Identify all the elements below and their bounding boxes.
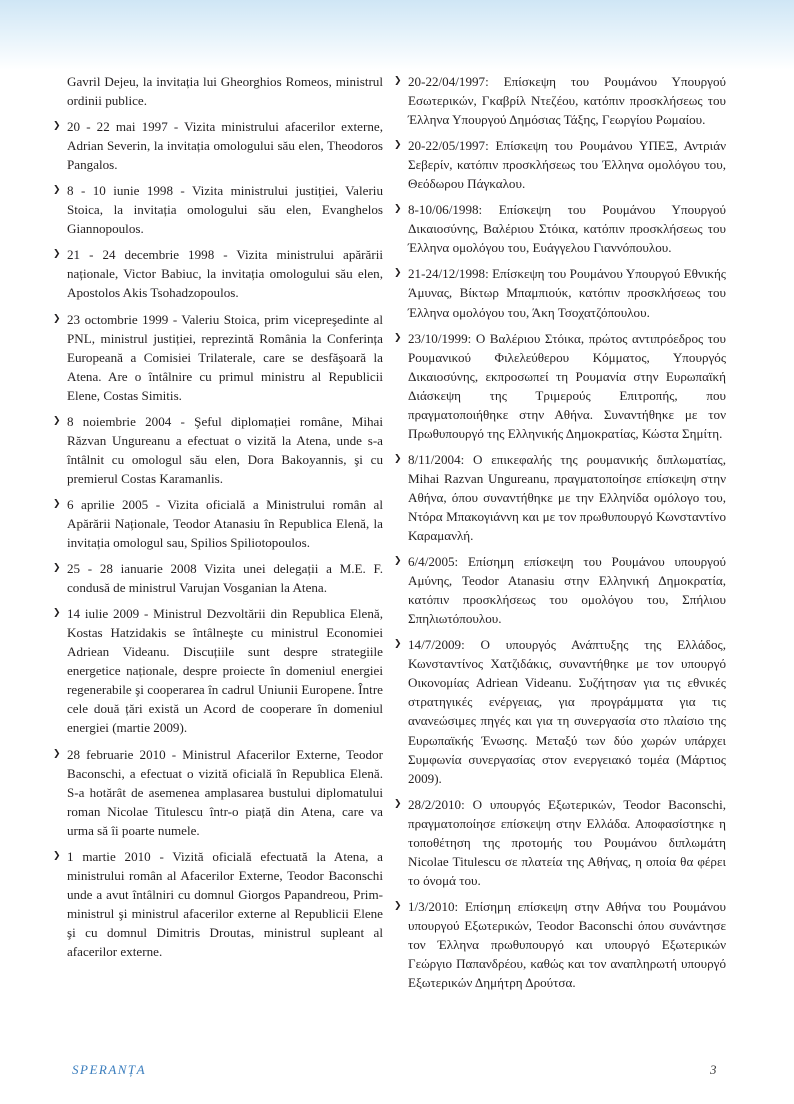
chevron-right-icon: ❯: [53, 249, 61, 260]
list-item: [394, 795, 726, 890]
list-item-text: 23/10/1999: Ο Βαλέριου Στόικα, πρώτος αντιπρόεδρος του Ρουμανικού Φιλελεύθερου Κόμματος, Υπουργός Δικαιοσύνης, εκπροσωπεί τη Ρουμανία στην Ευρωπαϊκή Διάσκεψη της Τριμερούς Επιτροπής, που πραγματοποιήθηκε στην Αθήνα. Συναντήθηκε με τον Πρωθυπουργό της Ελληνικής Δημοκρατίας, Κώστα Σημίτη.: [408, 330, 726, 441]
list-item-text: 1/3/2010: Επίσημη επίσκεψη στην Αθήνα του Ρουμάνου υπουργού Εξωτερικών, Teodor Baconschi όπου συνάντησε τον Έλληνα πρωθυπουργό και υπουργό Εξωτερικών Γεώργιο Παπανδρέου, καθώς και τον αναπληρωτή υπουργό Εξωτερικών Δημήτρη Δρούτσα.: [408, 898, 726, 991]
list-item: [394, 136, 726, 193]
list-item: [53, 559, 383, 597]
chevron-right-icon: ❯: [394, 556, 402, 567]
list-item: [394, 897, 726, 992]
right-column-greek: [394, 72, 726, 999]
list-item: [53, 847, 383, 961]
list-item: [53, 495, 383, 552]
list-item-text: 20-22/05/1997: Επίσκεψη του Ρουμάνου ΥΠΕΞ, Αντριάν Σεβερίν, κατόπιν προσκλήσεως του Έλληνα ομολόγου του, Θεόδωρου Πάγκαλου.: [408, 138, 726, 192]
chevron-right-icon: ❯: [53, 415, 61, 426]
chevron-right-icon: ❯: [394, 900, 402, 911]
chevron-right-icon: ❯: [394, 453, 402, 464]
chevron-right-icon: ❯: [394, 140, 402, 151]
list-item: [53, 72, 383, 110]
list-item: [394, 200, 726, 257]
list-item-text: 6 aprilie 2005 - Vizita oficială a Ministrului român al Apărării Naționale, Teodor Atanasiu în Republica Elenă, la invitația omologul sau, Spilios Spiliotopoulos.: [67, 496, 383, 551]
list-item-text: 1 martie 2010 - Vizită oficială efectuată la Atena, a ministrului român al Afacerilor Externe, Teodor Baconschi unde a avut întâlniri cu domnul Giorgos Papandreou, Prim-ministrul şi ministrul afacerilor externe al Republicii Elene şi cu domnul Dimitris Droutas, ministrul supleant al afacerilor externe.: [67, 848, 383, 959]
list-item: [53, 245, 383, 302]
chevron-right-icon: ❯: [394, 639, 402, 650]
list-item: [394, 552, 726, 628]
chevron-right-icon: ❯: [53, 313, 61, 324]
list-item: [53, 181, 383, 238]
chevron-right-icon: ❯: [394, 204, 402, 215]
list-item: [53, 745, 383, 840]
list-item-text: 20 - 22 mai 1997 - Vizita ministrului afacerilor externe, Adrian Severin, la invitația omologului său elen, Theodoros Pangalos.: [67, 119, 383, 173]
list-item: [394, 450, 726, 545]
list-item-text: Gavril Dejeu, la invitația lui Gheorghios Romeos, ministrul ordinii publice.: [67, 74, 383, 109]
chevron-right-icon: ❯: [53, 608, 61, 619]
chevron-right-icon: ❯: [394, 798, 402, 809]
list-item-text: 14/7/2009: Ο υπουργός Ανάπτυξης της Ελλάδος, Κωνσταντίνος Χατζιδάκις, συναντήθηκε με τον υπουργό Οικονομίας Adriean Videanu. Συζήτησαν για τις εθνικές στρατηγικές ενέργειας, για προγράμματα για τις ανανεώσιμες πηγές και για τη συνεργασία στο πλαίσιο της Ευρωπαϊκής Ένωσης. Μεταξύ των δύο χωρών υπάρχει Συμφωνία συνεργασίας στον ενεργειακό τομέα (Μάρτιος 2009).: [408, 637, 726, 786]
chevron-right-icon: ❯: [394, 332, 402, 343]
list-item: [394, 72, 726, 129]
header-gradient-band: [0, 0, 794, 70]
list-item-text: 8-10/06/1998: Επίσκεψη του Ρουμάνου Υπουργού Δικαιοσύνης, Βαλέριου Στόικα, κατόπιν προσκλήσεως του Έλληνα ομολόγου του, Ευάγγελου Γιαννόπουλου.: [408, 202, 726, 256]
list-item-text: 25 - 28 ianuarie 2008 Vizita unei delegații a M.E. F. condusă de ministrul Varujan Vosganian la Atena.: [67, 561, 383, 596]
list-item-text: 14 iulie 2009 - Ministrul Dezvoltării din Republica Elenă, Kostas Hatzidakis se întâlneşte cu ministrul Economiei Adriean Videanu. Discuțiile sunt despre strategiile energetice naționale, despre proiecte în domeniul energiei regenerabile şi cooperarea în cadrul Uniunii Europene. Între cele două țări există un Acord de cooperare în domeniul energiei (martie 2009).: [67, 606, 383, 736]
list-item-text: 28 februarie 2010 - Ministrul Afacerilor Externe, Teodor Baconschi, a efectuat o vizită oficială în Republica Elenă. S-a hotărât de asemenea amplasarea bustului diplomatului roman Nicolae Titulescu într-o piață din Atena, care va urma să îi poarte numele.: [67, 746, 383, 838]
list-item-text: 8 - 10 iunie 1998 - Vizita ministrului justiției, Valeriu Stoica, la invitația omologului său elen, Evanghelos Giannopoulos.: [67, 183, 383, 237]
chevron-right-icon: ❯: [53, 850, 61, 861]
list-item: [53, 117, 383, 174]
list-item: [53, 310, 383, 405]
list-item-text: 21 - 24 decembrie 1998 - Vizita ministrului apărării naționale, Victor Babiuc, la invitația omologului său elen, Apostolos Akis Tsohadzopoulos.: [67, 247, 383, 301]
list-item-text: 23 octombrie 1999 - Valeriu Stoica, prim vicepreşedinte al PNL, ministrul justiției, reprezintă România la Conferința Europeană a Comisiei Trilaterale, care se desfăşoară la Atena. Are o întâlnire cu primul ministru al Republicii Elene, Costas Simitis.: [67, 311, 383, 403]
chevron-right-icon: ❯: [394, 76, 402, 86]
list-item-text: 28/2/2010: Ο υπουργός Εξωτερικών, Teodor Baconschi, πραγματοποίησε επίσκεψη στην Ελλάδα. Αποφασίστηκε η τοποθέτηση της προτομής του Ρουμάνου διπλωμάτη Nicolae Titulescu σε πλατεία της Αθήνας, η οποία θα φέρει το όνομά του.: [408, 796, 726, 888]
list-item-text: 6/4/2005: Επίσημη επίσκεψη του Ρουμάνου υπουργού Αμύνης, Teodor Atanasiu στην Ελληνική Δημοκρατία, κατόπιν προσκλήσεως του ομολόγου του, Σπήλιου Σπηλιωτόπουλου.: [408, 554, 726, 627]
chevron-right-icon: ❯: [53, 563, 61, 574]
list-item: [53, 412, 383, 488]
chevron-right-icon: ❯: [394, 268, 402, 279]
publication-name: SPERANȚA: [72, 1062, 147, 1077]
chevron-right-icon: ❯: [53, 748, 61, 759]
chevron-right-icon: ❯: [53, 185, 61, 196]
list-item: [394, 635, 726, 787]
list-item-text: 20-22/04/1997: Επίσκεψη του Ρουμάνου Υπουργού Εσωτερικών, Γκαβρίλ Ντεζέου, κατόπιν προσκλήσεως του Έλληνα Υπουργού Δημόσιας Τάξης, Γεωργίου Ρωμαίου.: [408, 74, 726, 128]
list-item: [394, 329, 726, 443]
list-item-text: 21-24/12/1998: Επίσκεψη του Ρουμάνου Υπουργού Εθνικής Άμυνας, Βίκτωρ Μπαμπιούκ, κατόπιν προσκλήσεως του Έλληνα ομολόγου του, Άκη Τσοχατζόπουλου.: [408, 266, 726, 320]
list-item-text: 8/11/2004: Ο επικεφαλής της ρουμανικής διπλωματίας, Mihai Razvan Ungureanu, πραγματοποίησε επίσκεψη στην Αθήνα, όπου συναντήθηκε με την Ελληνίδα ομόλογο του, Ντόρα Μπακογιάννη και με τον πρωθυπουργό Κωνσταντίνο Καραμανλή.: [408, 451, 726, 544]
list-item: [394, 264, 726, 321]
chevron-right-icon: ❯: [53, 121, 61, 132]
left-column-romanian: [53, 72, 383, 968]
page-number: 3: [710, 1062, 717, 1077]
list-item-text: 8 noiembrie 2004 - Şeful diplomației române, Mihai Răzvan Ungureanu a efectuat o vizită la Atena, unde s-a întâlnit cu omologul său elen, Dora Bakoyannis, şi cu premierul Costas Karamanlis.: [67, 413, 383, 486]
list-item: [53, 604, 383, 737]
chevron-right-icon: ❯: [53, 498, 61, 509]
